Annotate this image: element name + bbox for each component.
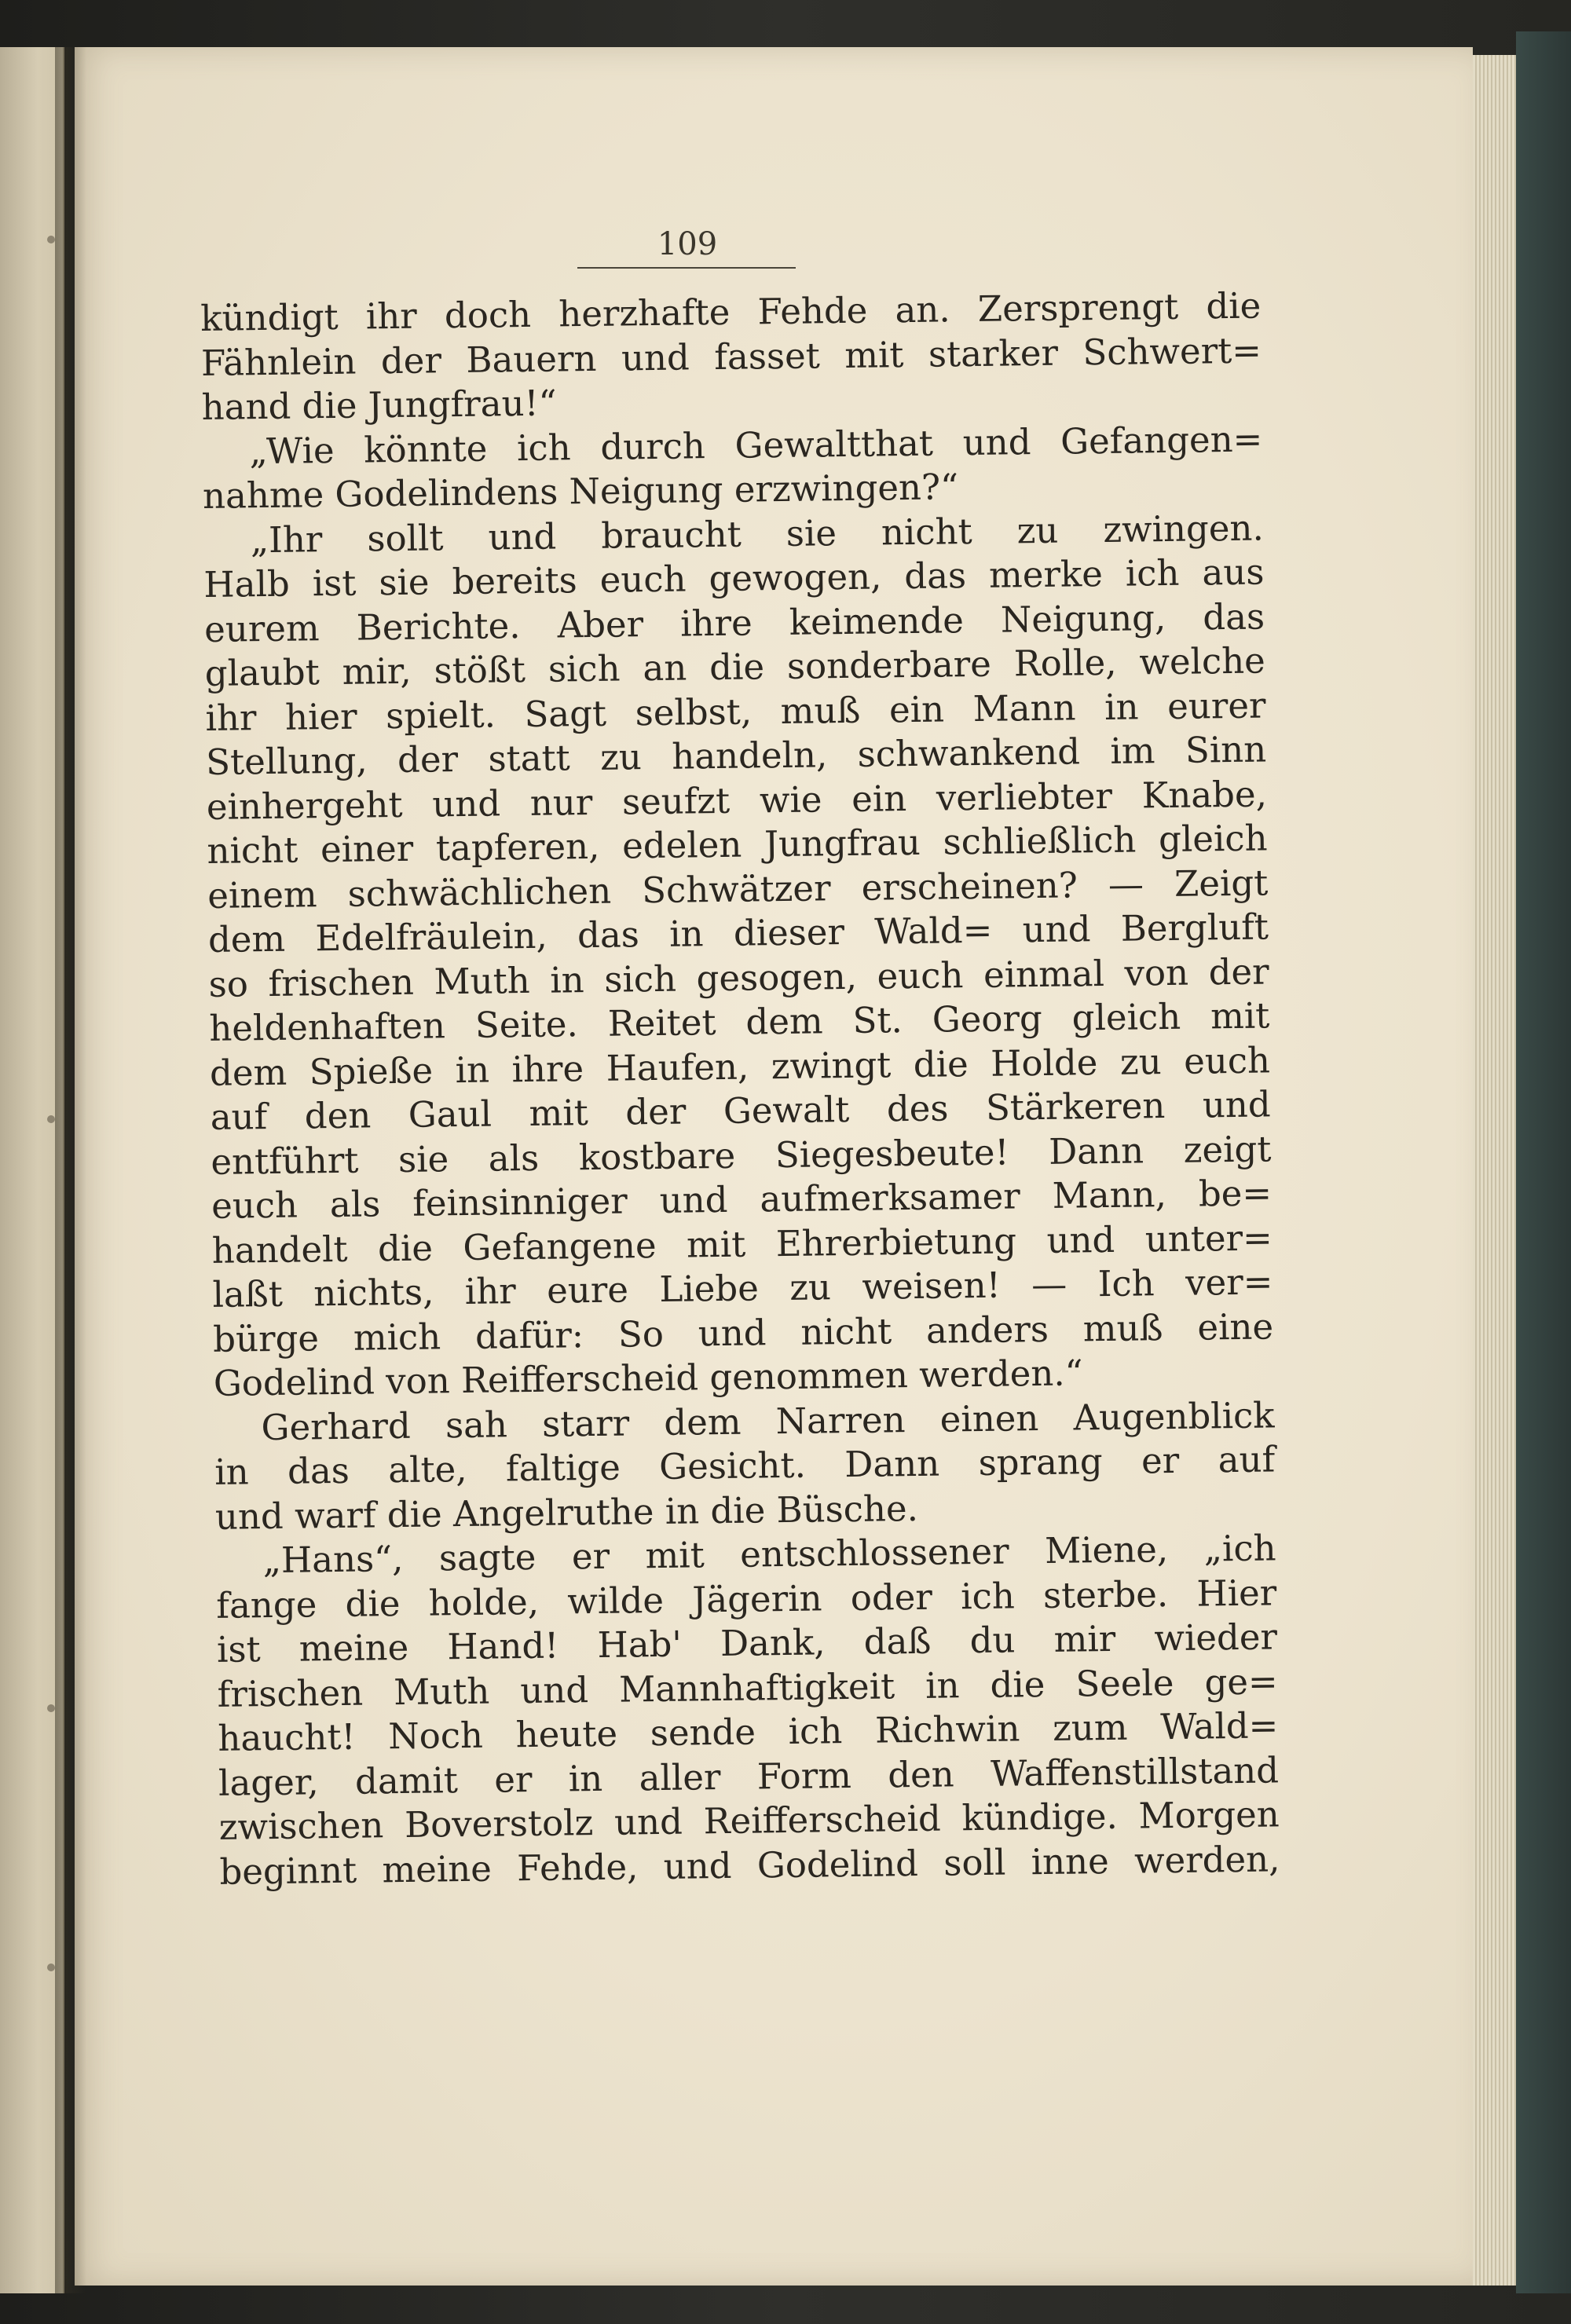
text-line: Godelind von Reifferscheid genommen werden.“ bbox=[213, 1352, 1083, 1404]
text-line: Fähnlein der Bauern und fasset mit starker Schwert= bbox=[200, 329, 1262, 384]
text-line: ist meine Hand! Hab' Dank, daß du mir wieder bbox=[216, 1616, 1278, 1671]
book-cover-edge bbox=[1516, 31, 1571, 2293]
text-line: einem schwächlichen Schwätzer erscheinen? — Zeigt bbox=[207, 861, 1269, 917]
text-line: auf den Gaul mit der Gewalt des Stärkeren und bbox=[210, 1083, 1271, 1138]
text-line: dem Edelfräulein, das in dieser Wald= und Bergluft bbox=[207, 906, 1269, 961]
text-line: heldenhaften Seite. Reitet dem St. Georg gleich mit bbox=[209, 994, 1270, 1049]
text-line: glaubt mir, stößt sich an die sonderbare Rolle, welche bbox=[204, 639, 1266, 694]
text-line: dem Spieße in ihre Haufen, zwingt die Holde zu euch bbox=[209, 1038, 1271, 1094]
text-line: haucht! Noch heute sende ich Richwin zum Wald= bbox=[218, 1704, 1279, 1759]
text-line: beginnt meine Fehde, und Godelind soll inne werden, bbox=[219, 1837, 1280, 1893]
text-line: Stellung, der statt zu handeln, schwankend im Sinn bbox=[205, 728, 1267, 783]
text-line: zwischen Boverstolz und Reifferscheid kündige. Morgen bbox=[218, 1793, 1280, 1848]
text-line: eurem Berichte. Aber ihre keimende Neigung, das bbox=[203, 595, 1265, 650]
margin-speck bbox=[47, 1704, 55, 1712]
text-line: so frischen Muth in sich gesogen, euch einmal von der bbox=[208, 950, 1269, 1005]
text-line: entführt sie als kostbare Siegesbeute! Dann zeigt bbox=[211, 1127, 1272, 1183]
text-line: Halb ist sie bereits euch gewogen, das merke ich aus bbox=[203, 551, 1265, 606]
book-page bbox=[75, 47, 1473, 2286]
text-line: bürge mich dafür: So und nicht anders muß eine bbox=[212, 1305, 1274, 1360]
text-line: nahme Godelindens Neigung erzwingen?“ bbox=[202, 466, 959, 517]
text-line: hand die Jungfrau!“ bbox=[201, 382, 557, 428]
text-line: „Hans“, sagte er mit entschlossener Miene, „ich bbox=[262, 1527, 1276, 1582]
margin-speck bbox=[47, 1115, 55, 1123]
text-line: nicht einer tapferen, edelen Jungfrau schließlich gleich bbox=[207, 817, 1268, 872]
text-line: in das alte, faltige Gesicht. Dann sprang er auf bbox=[214, 1438, 1276, 1493]
margin-speck bbox=[47, 236, 55, 243]
text-line: einhergeht und nur seufzt wie ein verliebter Knabe, bbox=[206, 772, 1268, 828]
text-line: „Ihr sollt und braucht sie nicht zu zwingen. bbox=[250, 506, 1265, 561]
text-line: euch als feinsinniger und aufmerksamer Mann, be= bbox=[211, 1172, 1273, 1227]
page-block-edges bbox=[1469, 55, 1516, 2286]
text-line: frischen Muth und Mannhaftigkeit in die Seele ge= bbox=[217, 1660, 1278, 1715]
text-line: handelt die Gefangene mit Ehrerbietung und unter= bbox=[211, 1216, 1273, 1272]
text-line: und warf die Angelruthe in die Büsche. bbox=[214, 1487, 919, 1538]
text-line: laßt nichts, ihr eure Liebe zu weisen! — Ich ver= bbox=[212, 1261, 1273, 1316]
text-line: fange die holde, wilde Jägerin oder ich sterbe. Hier bbox=[216, 1571, 1277, 1627]
text-line: kündigt ihr doch herzhafte Fehde an. Zersprengt die bbox=[200, 284, 1262, 339]
gutter-shadow bbox=[55, 47, 86, 2293]
page-number-rule bbox=[577, 267, 796, 269]
text-line: Gerhard sah starr dem Narren einen Augenblick bbox=[261, 1393, 1275, 1448]
text-line: ihr hier spielt. Sagt selbst, muß ein Mann in eurer bbox=[205, 683, 1266, 739]
body-text bbox=[200, 284, 1280, 1894]
text-line: lager, damit er in aller Form den Waffenstillstand bbox=[218, 1748, 1280, 1804]
page-number: 109 bbox=[657, 226, 718, 262]
margin-speck bbox=[47, 1964, 55, 1971]
text-line: „Wie könnte ich durch Gewaltthat und Gefangen= bbox=[249, 417, 1263, 472]
